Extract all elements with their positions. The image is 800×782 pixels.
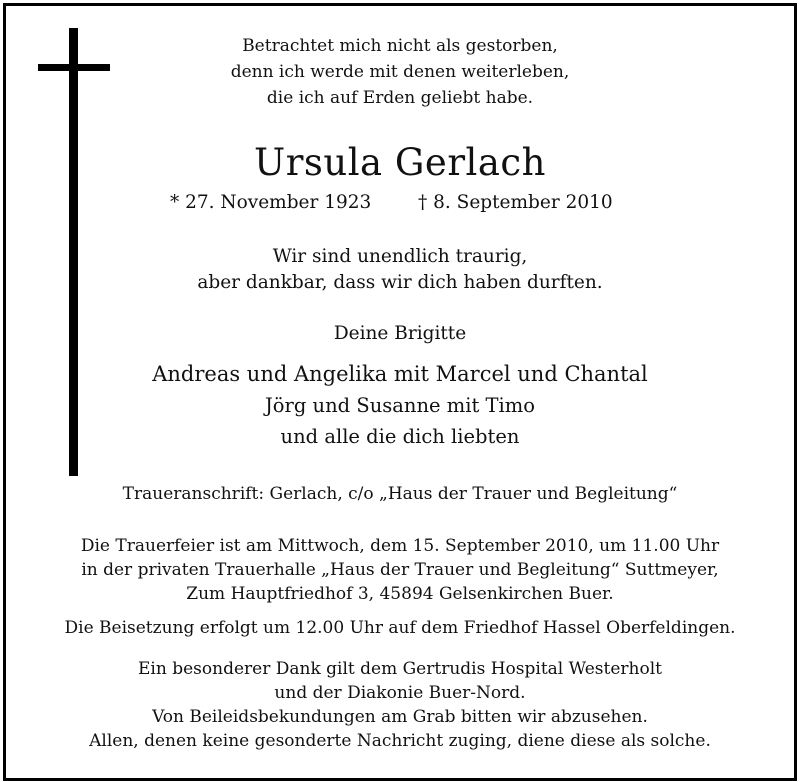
thanks-line: Von Beileidsbekundungen am Grab bitten wir abzusehen. (152, 707, 648, 727)
deceased-name: Ursula Gerlach (254, 141, 546, 184)
service-line: Die Trauerfeier ist am Mittwoch, dem 15. September 2010, um 11.00 Uhr (80, 536, 720, 556)
mourning-address: Traueranschrift: Gerlach, c/o „Haus der Trauer und Begleitung“ (122, 484, 678, 504)
quote-line: denn ich werde mit denen weiterleben, (230, 62, 570, 82)
birth-date: * 27. November 1923 (170, 192, 372, 213)
mourner-line: Deine Brigitte (333, 323, 467, 344)
thanks-line: und der Diakonie Buer-Nord. (274, 683, 526, 703)
quote-line: die ich auf Erden geliebt habe. (266, 88, 534, 108)
thanks-line: Allen, denen keine gesonderte Nachricht zuging, diene diese als solche. (89, 731, 711, 751)
service-line: in der privaten Trauerhalle „Haus der Trauer und Begleitung“ Suttmeyer, (81, 560, 719, 580)
sentiment-line: aber dankbar, dass wir dich haben durften. (197, 272, 603, 293)
mourner-line: und alle die dich liebten (280, 425, 520, 448)
death-date: † 8. September 2010 (418, 192, 613, 213)
quote-line: Betrachtet mich nicht als gestorben, (242, 36, 558, 56)
mourner-line: Andreas und Angelika mit Marcel und Chantal (152, 362, 648, 386)
mourner-line: Jörg und Susanne mit Timo (264, 394, 535, 417)
service-line: Zum Hauptfriedhof 3, 45894 Gelsenkirchen Buer. (186, 584, 614, 604)
burial-info: Die Beisetzung erfolgt um 12.00 Uhr auf dem Friedhof Hassel Oberfeldingen. (64, 618, 736, 638)
sentiment-line: Wir sind unendlich traurig, (272, 246, 528, 267)
thanks-line: Ein besonderer Dank gilt dem Gertrudis Hospital Westerholt (138, 659, 662, 679)
